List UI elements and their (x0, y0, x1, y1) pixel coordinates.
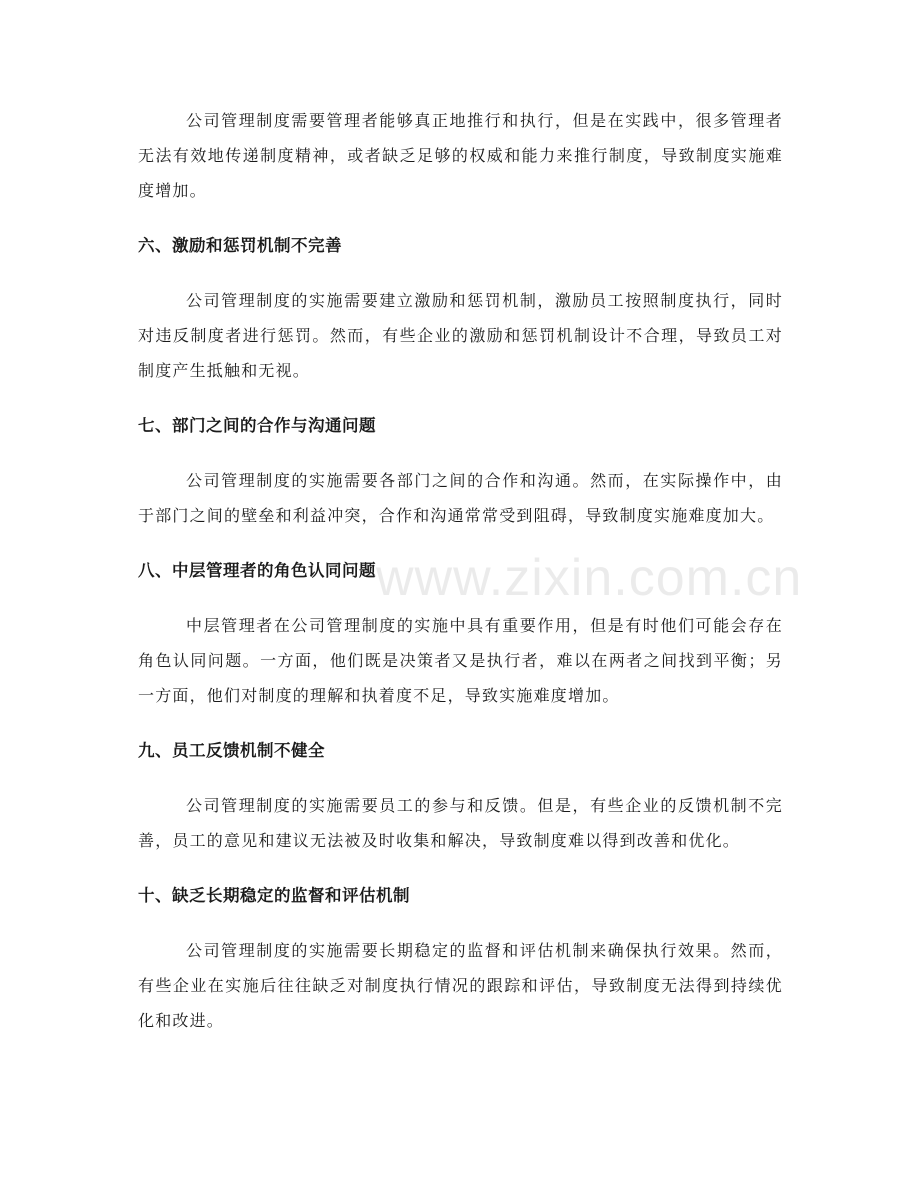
document-body (138, 103, 783, 1038)
heading-section-7: 七、部门之间的合作与沟通问题 (138, 416, 376, 435)
paragraph-section-10: 公司管理制度的实施需要长期稳定的监督和评估机制来确保执行效果。然而，有些企业在实施后往往缺乏对制度执行情况的跟踪和评估，导致制度无法得到持续优化和改进。 (138, 941, 783, 1030)
heading-section-8: 八、中层管理者的角色认同问题 (138, 561, 376, 580)
heading-section-6: 六、激励和惩罚机制不完善 (138, 236, 342, 255)
paragraph-section-7: 公司管理制度的实施需要各部门之间的合作和沟通。然而，在实际操作中，由于部门之间的壁垒和利益冲突，合作和沟通常常受到阻碍，导致制度实施难度加大。 (138, 471, 783, 525)
heading-section-9: 九、员工反馈机制不健全 (138, 741, 325, 760)
watermark: www.zixin.com.cn (376, 549, 803, 607)
heading-section-10: 十、缺乏长期稳定的监督和评估机制 (138, 886, 410, 905)
paragraph-intro: 公司管理制度需要管理者能够真正地推行和执行，但是在实践中，很多管理者无法有效地传递制度精神，或者缺乏足够的权威和能力来推行制度，导致制度实施难度增加。 (138, 111, 783, 200)
paragraph-section-8: 中层管理者在公司管理制度的实施中具有重要作用，但是有时他们可能会存在角色认同问题。一方面，他们既是决策者又是执行者，难以在两者之间找到平衡；另一方面，他们对制度的理解和执着度不足，导致实施难度增加。 (138, 616, 783, 705)
paragraph-section-6: 公司管理制度的实施需要建立激励和惩罚机制，激励员工按照制度执行，同时对违反制度者进行惩罚。然而，有些企业的激励和惩罚机制设计不合理，导致员工对制度产生抵触和无视。 (138, 291, 783, 380)
paragraph-section-9: 公司管理制度的实施需要员工的参与和反馈。但是，有些企业的反馈机制不完善，员工的意见和建议无法被及时收集和解决，导致制度难以得到改善和优化。 (138, 796, 783, 850)
